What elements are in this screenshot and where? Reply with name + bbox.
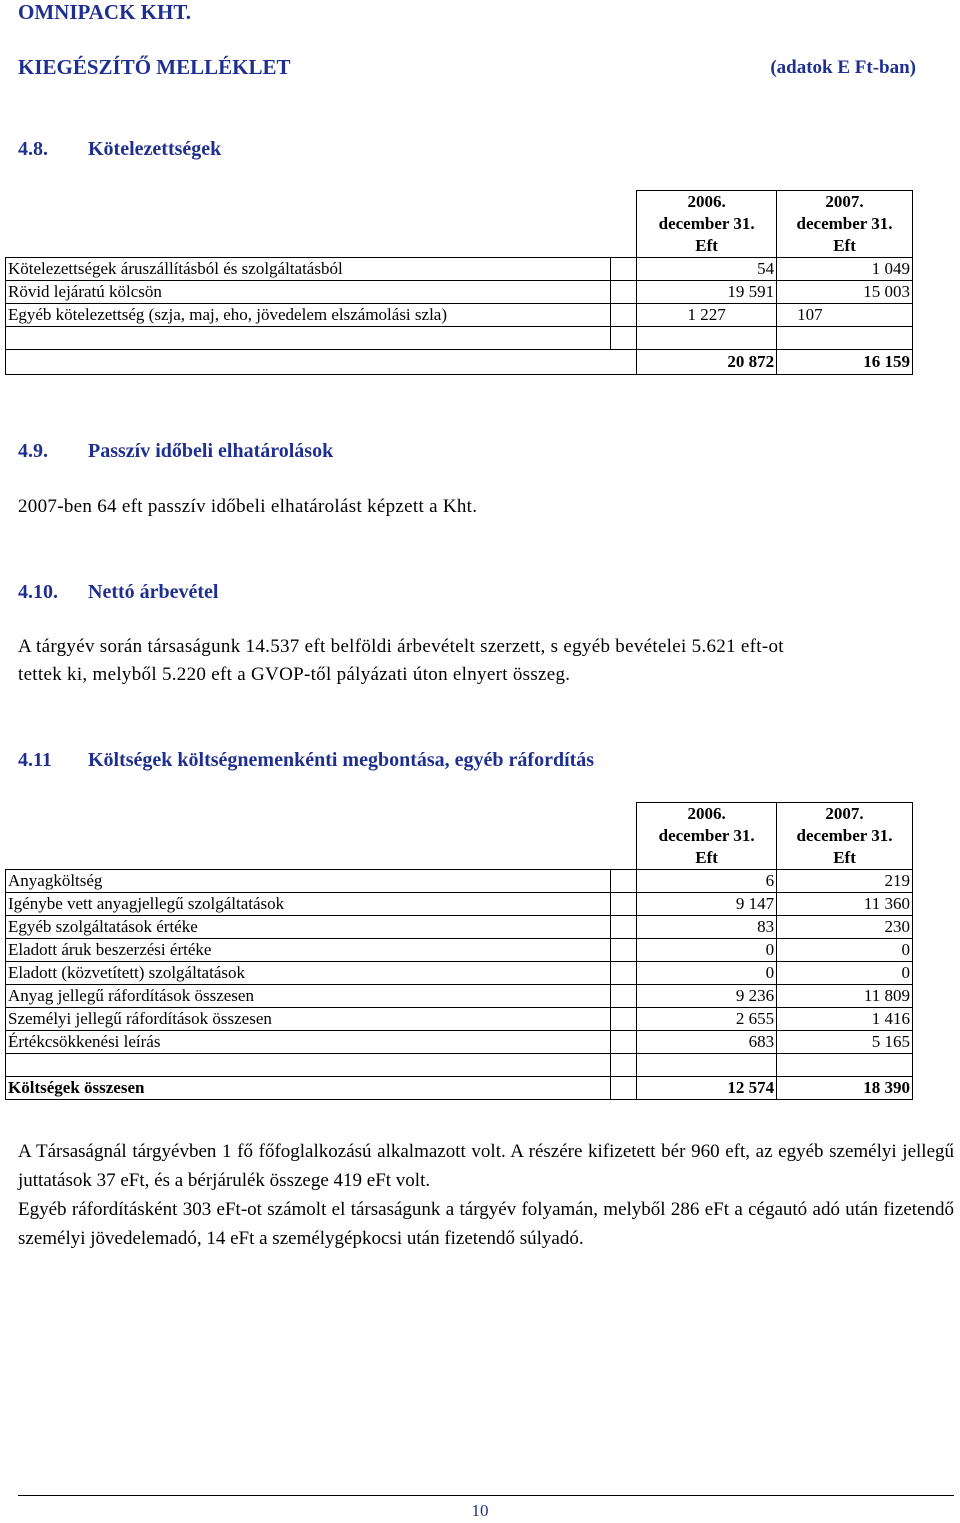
table-row: Egyéb kötelezettség (szja, maj, eho, jövedelem elszámolási szla) 1 227 107 [6,304,913,327]
table-row: Személyi jellegű ráfordítások összesen 2 655 1 416 [6,1008,913,1031]
section-4-11-heading [18,749,594,772]
section-4-10-line1: A tárgyév során társaságunk 14.537 eft belföldi árbevételt szerzett, s egyéb bevételei 5.621 eft-ot [18,636,784,657]
section-number: 4.10. [18,581,58,603]
total-row: 20 872 16 159 [6,350,913,375]
total-row: Költségek összesen 12 574 18 390 [6,1077,913,1100]
employee-paragraph: A Társaságnál tárgyévben 1 fő főfoglalkozású alkalmazott volt. A részére kifizetett bér 960 eft, az egyéb személyi jellegű juttatások 37 eFt, és a bérjárulék összege 419 eFt volt. [18,1141,954,1191]
table-row: Rövid lejáratú kölcsön 19 591 15 003 [6,281,913,304]
table-row: Egyéb szolgáltatások értéke 83 230 [6,916,913,939]
section-title: Nettó árbevétel [88,581,219,603]
footer-divider [18,1495,954,1496]
col-header-2006: 2006. december 31. Eft [637,191,777,258]
section-4-10-line2: tettek ki, melyből 5.220 eft a GVOP-től pályázati úton elnyert összeg. [18,664,571,685]
section-number: 4.8. [18,138,48,160]
section-4-9-text: 2007-ben 64 eft passzív időbeli elhatárolást képzett a Kht. [18,496,478,517]
document-subtitle: KIEGÉSZÍTŐ MELLÉKLET [18,55,291,79]
section-number: 4.9. [18,440,48,462]
section-4-8-heading [18,138,221,161]
section-title: Kötelezettségek [88,138,222,160]
table-row: Anyagköltség 6 219 [6,870,913,893]
other-expenses-paragraph: Egyéb ráfordításként 303 eFt-ot számolt el társaságunk a tárgyév folyamán, melyből 286 eFt a cégautó adó után fizetendő személyi jövedelemadó, 14 eFt a személygépkocsi után fizetendő súlyadó. [18,1199,954,1249]
costs-table [5,802,913,1100]
table-row: Eladott (közvetített) szolgáltatások 0 0 [6,962,913,985]
company-name: OMNIPACK KHT. [18,0,192,24]
table-row: Anyag jellegű ráfordítások összesen 9 236 11 809 [6,985,913,1008]
table-row: Igénybe vett anyagjellegű szolgáltatások 9 147 11 360 [6,893,913,916]
section-number: 4.11 [18,749,52,771]
closing-text [18,1137,954,1253]
table-row: Értékcsökkenési leírás 683 5 165 [6,1031,913,1054]
col-header-2007: 2007. december 31. Eft [777,191,913,258]
liabilities-table [5,190,913,375]
col-header-2007: 2007. december 31. Eft [777,803,913,870]
section-4-9-heading [18,440,333,463]
col-header-2006: 2006. december 31. Eft [637,803,777,870]
table-row: Kötelezettségek áruszállításból és szolgáltatásból 54 1 049 [6,258,913,281]
section-title: Passzív időbeli elhatárolások [88,440,334,462]
page-number: 10 [471,1501,489,1520]
units-note: (adatok E Ft-ban) [770,57,916,78]
section-4-10-heading [18,581,219,604]
table-row: Eladott áruk beszerzési értéke 0 0 [6,939,913,962]
section-title: Költségek költségnemenkénti megbontása, egyéb ráfordítás [88,749,595,771]
